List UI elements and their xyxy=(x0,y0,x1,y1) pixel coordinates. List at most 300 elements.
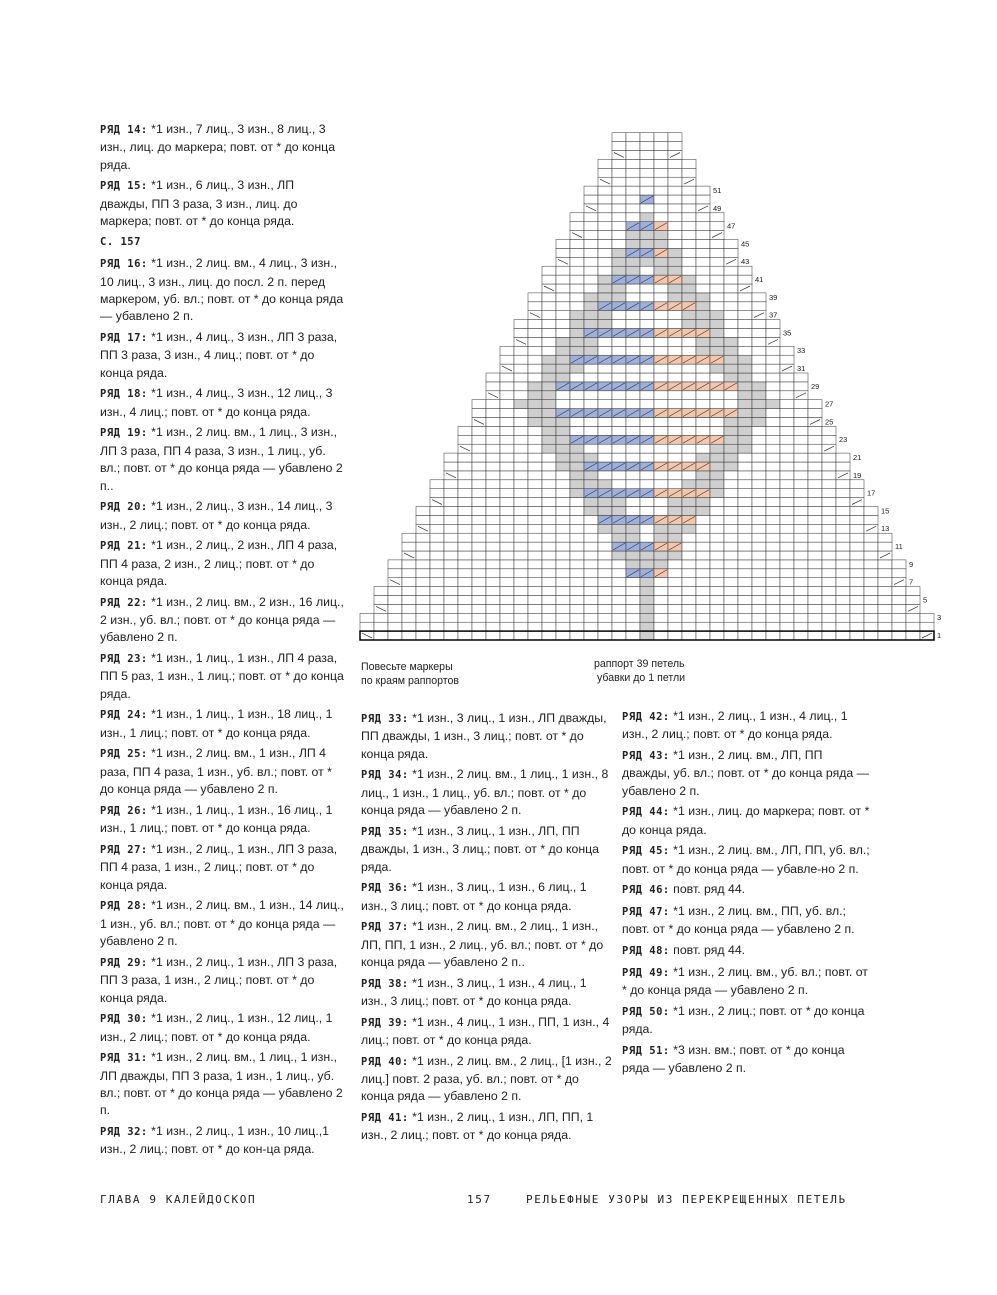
chart-cell xyxy=(444,489,458,498)
chart-cell xyxy=(710,391,724,400)
chart-cell xyxy=(584,293,598,302)
chart-cell xyxy=(766,587,780,596)
chart-cell xyxy=(430,596,444,605)
chart-cell xyxy=(640,622,654,631)
chart-cell xyxy=(640,418,654,427)
chart-cell xyxy=(584,444,598,453)
chart-cell xyxy=(514,426,528,435)
chart-cell xyxy=(668,177,682,186)
chart-cell xyxy=(654,320,668,329)
chart-cell xyxy=(430,569,444,578)
chart-cell xyxy=(612,560,626,569)
chart-cell xyxy=(724,489,738,498)
chart-cell xyxy=(724,311,738,320)
chart-cell xyxy=(668,320,682,329)
chart-cell xyxy=(598,524,612,533)
chart-cell xyxy=(654,613,668,622)
chart-cell xyxy=(556,400,570,409)
row-label: РЯД 44: xyxy=(622,806,670,819)
chart-cell xyxy=(416,507,430,516)
chart-cell xyxy=(738,613,752,622)
chart-cell xyxy=(710,489,724,498)
chart-cell xyxy=(780,444,794,453)
chart-cell xyxy=(766,569,780,578)
chart-cell xyxy=(682,400,696,409)
chart-cell xyxy=(430,578,444,587)
chart-cell xyxy=(906,622,920,631)
chart-cell xyxy=(668,213,682,222)
chart-cell xyxy=(668,142,682,151)
row-text: *1 изн., 2 лиц. вм., 1 лиц., 1 изн., ЛП дважды, ПП 3 раза, 1 изн., 1 лиц., уб. вл.; повт. от * до конца ряда — убавлено 2 п. xyxy=(100,1050,343,1118)
chart-cell xyxy=(822,435,836,444)
chart-cell xyxy=(486,596,500,605)
chart-cell xyxy=(794,631,808,640)
chart-cell xyxy=(458,604,472,613)
row-instruction xyxy=(100,594,345,647)
chart-cell xyxy=(570,578,584,587)
chart-cell xyxy=(654,231,668,240)
row-instruction xyxy=(622,708,870,744)
row-label: РЯД 46: xyxy=(622,884,670,897)
chart-cell xyxy=(808,533,822,542)
caption-left-line-1: Повесьте маркеры xyxy=(361,661,453,673)
row-number-label: 17 xyxy=(867,488,876,498)
chart-cell xyxy=(416,551,430,560)
chart-cell xyxy=(808,631,822,640)
chart-cell xyxy=(780,435,794,444)
chart-cell xyxy=(780,480,794,489)
chart-cell xyxy=(836,569,850,578)
chart-cell xyxy=(444,604,458,613)
chart-cell xyxy=(500,604,514,613)
chart-cell xyxy=(528,604,542,613)
chart-cell xyxy=(794,462,808,471)
chart-cell xyxy=(878,622,892,631)
chart-cell xyxy=(598,266,612,275)
chart-cell xyxy=(500,569,514,578)
chart-cell xyxy=(682,213,696,222)
chart-cell xyxy=(514,515,528,524)
chart-cell xyxy=(906,596,920,605)
row-label: РЯД 39: xyxy=(361,1016,409,1029)
chart-cell xyxy=(500,480,514,489)
chart-cell xyxy=(724,248,738,257)
chart-cell xyxy=(472,471,486,480)
chart-cell xyxy=(458,578,472,587)
chart-cell xyxy=(556,587,570,596)
chart-cell xyxy=(668,257,682,266)
chart-cell xyxy=(892,631,906,640)
chart-cell xyxy=(766,533,780,542)
chart-cell xyxy=(654,266,668,275)
chart-cell xyxy=(486,489,500,498)
chart-cell xyxy=(724,613,738,622)
chart-cell xyxy=(696,320,710,329)
chart-cell xyxy=(710,515,724,524)
chart-cell xyxy=(766,346,780,355)
chart-cell xyxy=(696,186,710,195)
chart-cell xyxy=(598,204,612,213)
chart-cell xyxy=(794,551,808,560)
chart-cell xyxy=(836,551,850,560)
chart-cell xyxy=(822,489,836,498)
chart-cell xyxy=(752,337,766,346)
chart-cell xyxy=(444,498,458,507)
chart-cell xyxy=(570,551,584,560)
row-instruction xyxy=(100,1010,345,1046)
text-column-2 xyxy=(361,710,613,1148)
chart-cell xyxy=(710,444,724,453)
chart-cell xyxy=(710,337,724,346)
chart-cell xyxy=(542,355,556,364)
row-instruction xyxy=(361,766,613,819)
chart-cell xyxy=(640,186,654,195)
chart-cell xyxy=(388,587,402,596)
chart-cell xyxy=(710,560,724,569)
chart-cell xyxy=(444,551,458,560)
chart-cell xyxy=(682,578,696,587)
chart-cell xyxy=(528,596,542,605)
chart-cell xyxy=(724,426,738,435)
row-number-label: 29 xyxy=(811,381,820,391)
chart-cell xyxy=(654,498,668,507)
chart-cell xyxy=(808,498,822,507)
chart-cell xyxy=(738,596,752,605)
chart-cell xyxy=(570,320,584,329)
chart-cell xyxy=(850,631,864,640)
chart-cell xyxy=(486,587,500,596)
chart-cell xyxy=(668,266,682,275)
row-instruction xyxy=(100,841,345,894)
chart-cell xyxy=(584,498,598,507)
chart-cell xyxy=(794,480,808,489)
chart-cell xyxy=(528,400,542,409)
row-label: С. 157 xyxy=(100,235,141,248)
row-label: РЯД 51: xyxy=(622,1044,670,1057)
chart-cell xyxy=(696,578,710,587)
chart-cell xyxy=(514,604,528,613)
chart-cell xyxy=(612,498,626,507)
chart-cell xyxy=(640,133,654,142)
row-label: РЯД 30: xyxy=(100,1013,148,1026)
chart-cell xyxy=(472,507,486,516)
row-number-label: 39 xyxy=(769,292,778,302)
chart-cell xyxy=(570,418,584,427)
chart-cell xyxy=(542,400,556,409)
chart-cell xyxy=(626,320,640,329)
chart-cell xyxy=(892,587,906,596)
chart-cell xyxy=(570,293,584,302)
chart-cell xyxy=(738,311,752,320)
chart-cell xyxy=(822,578,836,587)
chart-cell xyxy=(640,151,654,160)
chart-cell xyxy=(542,631,556,640)
chart-cell xyxy=(752,391,766,400)
chart-cell xyxy=(822,462,836,471)
chart-cell xyxy=(682,471,696,480)
row-label: РЯД 47: xyxy=(622,906,670,918)
chart-cell xyxy=(472,613,486,622)
chart-cell xyxy=(822,533,836,542)
row-text: *1 изн., лиц. до маркера; повт. от * до конца ряда. xyxy=(622,804,870,837)
chart-cell xyxy=(626,195,640,204)
chart-cell xyxy=(668,391,682,400)
chart-cell xyxy=(654,596,668,605)
chart-cell xyxy=(626,524,640,533)
chart-cell xyxy=(598,240,612,249)
chart-cell xyxy=(654,293,668,302)
chart-cell xyxy=(402,560,416,569)
row-label: РЯД 23: xyxy=(100,653,148,666)
chart-cell xyxy=(542,302,556,311)
chart-cell xyxy=(542,364,556,373)
chart-cell xyxy=(696,596,710,605)
chart-cell xyxy=(640,168,654,177)
chart-cell xyxy=(682,248,696,257)
chart-cell xyxy=(472,444,486,453)
chart-cell xyxy=(766,373,780,382)
chart-cell xyxy=(696,213,710,222)
chart-cell xyxy=(542,542,556,551)
row-text: повт. ряд 44. xyxy=(669,882,746,897)
chart-cell xyxy=(654,524,668,533)
chart-cell xyxy=(514,409,528,418)
chart-cell xyxy=(654,631,668,640)
row-label: РЯД 48: xyxy=(622,945,670,957)
chart-cell xyxy=(696,222,710,231)
chart-cell xyxy=(780,560,794,569)
row-text: *1 изн., 2 лиц., 1 изн., 10 лиц.,1 изн., 2 лиц.; повт. от * до кон-ца ряда. xyxy=(100,1123,330,1157)
chart-cell xyxy=(682,587,696,596)
chart-cell xyxy=(696,569,710,578)
chart-cell xyxy=(724,275,738,284)
chart-cell xyxy=(738,320,752,329)
chart-cell xyxy=(892,622,906,631)
chart-cell xyxy=(626,498,640,507)
row-label: РЯД 33: xyxy=(361,713,409,725)
row-label: РЯД 40: xyxy=(361,1055,409,1068)
chart-cell xyxy=(668,204,682,213)
chart-cell xyxy=(640,391,654,400)
chart-cell xyxy=(472,462,486,471)
chart-cell xyxy=(612,604,626,613)
chart-cell xyxy=(752,524,766,533)
chart-cell xyxy=(556,435,570,444)
chart-cell xyxy=(556,453,570,462)
chart-cell xyxy=(570,213,584,222)
chart-cell xyxy=(780,613,794,622)
chart-cell xyxy=(430,613,444,622)
row-label: РЯД 27: xyxy=(100,843,148,856)
chart-cell xyxy=(556,489,570,498)
chart-cell xyxy=(528,533,542,542)
chart-cell xyxy=(738,391,752,400)
chart-cell xyxy=(528,560,542,569)
chart-cell xyxy=(794,373,808,382)
row-number-label: 25 xyxy=(825,417,834,427)
chart-cell xyxy=(738,382,752,391)
chart-cell xyxy=(584,320,598,329)
chart-cell xyxy=(710,400,724,409)
chart-cell xyxy=(444,613,458,622)
chart-cell xyxy=(864,622,878,631)
row-instruction xyxy=(361,710,613,763)
chart-cell xyxy=(696,346,710,355)
chart-cell xyxy=(528,524,542,533)
chart-cell xyxy=(570,329,584,338)
row-number-label: 9 xyxy=(909,559,914,569)
chart-cell xyxy=(430,489,444,498)
chart-cell xyxy=(626,560,640,569)
row-text: *1 изн., 2 лиц. вм., 1 изн., ЛП 4 раза, ПП 4 раза, 1 изн., уб. вл.; повт. от * до конца ряда — убавлено 2 п. xyxy=(100,746,332,797)
chart-cell xyxy=(556,596,570,605)
chart-cell xyxy=(570,596,584,605)
caption-left-line-2: по краям раппортов xyxy=(361,675,460,687)
chart-cell xyxy=(626,578,640,587)
chart-cell xyxy=(808,542,822,551)
chart-cell xyxy=(626,186,640,195)
chart-cell xyxy=(850,542,864,551)
chart-cell xyxy=(500,507,514,516)
chart-cell xyxy=(878,604,892,613)
row-label: РЯД 16: xyxy=(100,258,148,271)
footer-section-title: РЕЛЬЕФНЫЕ УЗОРЫ ИЗ ПЕРЕКРЕЩЕННЫХ ПЕТЕЛЬ xyxy=(526,1193,847,1206)
chart-cell xyxy=(724,604,738,613)
chart-cell xyxy=(486,515,500,524)
chart-cell xyxy=(542,489,556,498)
chart-cell xyxy=(878,560,892,569)
chart-cell xyxy=(500,587,514,596)
chart-cell xyxy=(570,337,584,346)
chart-cell xyxy=(850,622,864,631)
chart-cell xyxy=(738,462,752,471)
chart-cell xyxy=(626,480,640,489)
chart-cell xyxy=(542,613,556,622)
chart-cell xyxy=(360,622,374,631)
chart-cell xyxy=(626,426,640,435)
row-text: *1 изн., 3 лиц., 1 изн., 6 лиц., 1 изн., 3 лиц.; повт. от * до конца ряда. xyxy=(361,880,587,913)
chart-cell xyxy=(556,293,570,302)
chart-cell xyxy=(766,409,780,418)
chart-cell xyxy=(612,524,626,533)
chart-cell xyxy=(668,186,682,195)
chart-cell xyxy=(696,391,710,400)
row-number-label: 1 xyxy=(937,631,942,640)
row-instruction xyxy=(361,975,613,1011)
chart-cell xyxy=(556,275,570,284)
chart-cell xyxy=(738,329,752,338)
chart-cell xyxy=(360,613,374,622)
chart-cell xyxy=(766,631,780,640)
row-instruction xyxy=(622,903,870,939)
footer-chapter: ГЛАВА 9 КАЛЕЙДОСКОП xyxy=(100,1193,257,1206)
chart-cell xyxy=(668,471,682,480)
chart-cell xyxy=(794,400,808,409)
row-label: РЯД 20: xyxy=(100,501,148,514)
chart-cell xyxy=(640,177,654,186)
chart-cell xyxy=(430,480,444,489)
chart-cell xyxy=(794,587,808,596)
chart-cell xyxy=(514,551,528,560)
row-text: *1 изн., 2 лиц. вм., 2 лиц., 1 изн., ЛП, ПП, 1 изн., 2 лиц., уб. вл.; повт. от * до конца ряда — убавлено 2 п.. xyxy=(361,919,604,970)
chart-cell xyxy=(766,462,780,471)
chart-cell xyxy=(444,631,458,640)
chart-cell xyxy=(752,515,766,524)
chart-cell xyxy=(822,560,836,569)
chart-cell xyxy=(542,391,556,400)
chart-cell xyxy=(514,444,528,453)
chart-cell xyxy=(472,578,486,587)
chart-cell xyxy=(416,631,430,640)
chart-cell xyxy=(598,364,612,373)
chart-cell xyxy=(808,524,822,533)
chart-cell xyxy=(402,613,416,622)
chart-cell xyxy=(850,578,864,587)
chart-cell xyxy=(514,498,528,507)
chart-cell xyxy=(682,631,696,640)
chart-cell xyxy=(542,507,556,516)
chart-cell xyxy=(584,418,598,427)
chart-cell xyxy=(696,533,710,542)
chart-cell xyxy=(738,578,752,587)
row-label: РЯД 37: xyxy=(361,921,409,934)
chart-cell xyxy=(458,507,472,516)
chart-cell xyxy=(612,311,626,320)
chart-cell xyxy=(640,346,654,355)
chart-cell xyxy=(752,622,766,631)
chart-cell xyxy=(514,524,528,533)
chart-cell xyxy=(724,596,738,605)
text-column-1 xyxy=(100,121,345,1162)
chart-cell xyxy=(696,275,710,284)
chart-cell xyxy=(402,604,416,613)
chart-cell xyxy=(794,426,808,435)
row-text: *1 изн., 2 лиц. вм., ЛП, ПП дважды, уб. вл.; повт. от * до конца ряда — убавлено 2 п. xyxy=(622,748,869,798)
chart-cell xyxy=(556,355,570,364)
row-label: РЯД 35: xyxy=(361,825,409,838)
chart-cell xyxy=(738,364,752,373)
chart-cell xyxy=(598,480,612,489)
chart-cell xyxy=(472,596,486,605)
chart-cell xyxy=(682,186,696,195)
chart-cell xyxy=(668,418,682,427)
chart-cell xyxy=(878,578,892,587)
chart-cell xyxy=(654,311,668,320)
chart-cell xyxy=(612,195,626,204)
chart-cell xyxy=(500,462,514,471)
chart-cell xyxy=(738,533,752,542)
chart-cell xyxy=(626,400,640,409)
chart-cell xyxy=(752,631,766,640)
chart-cell xyxy=(542,373,556,382)
chart-cell xyxy=(542,498,556,507)
chart-cell xyxy=(486,569,500,578)
chart-cell xyxy=(710,364,724,373)
chart-cell xyxy=(514,507,528,516)
chart-cell xyxy=(458,622,472,631)
chart-cell xyxy=(780,515,794,524)
chart-cell xyxy=(696,542,710,551)
chart-cell xyxy=(738,507,752,516)
chart-cell xyxy=(374,622,388,631)
chart-cell xyxy=(374,631,388,640)
chart-cell xyxy=(710,604,724,613)
chart-cell xyxy=(514,453,528,462)
chart-cell xyxy=(864,587,878,596)
chart-cell xyxy=(598,248,612,257)
chart-cell xyxy=(486,507,500,516)
chart-cell xyxy=(738,346,752,355)
